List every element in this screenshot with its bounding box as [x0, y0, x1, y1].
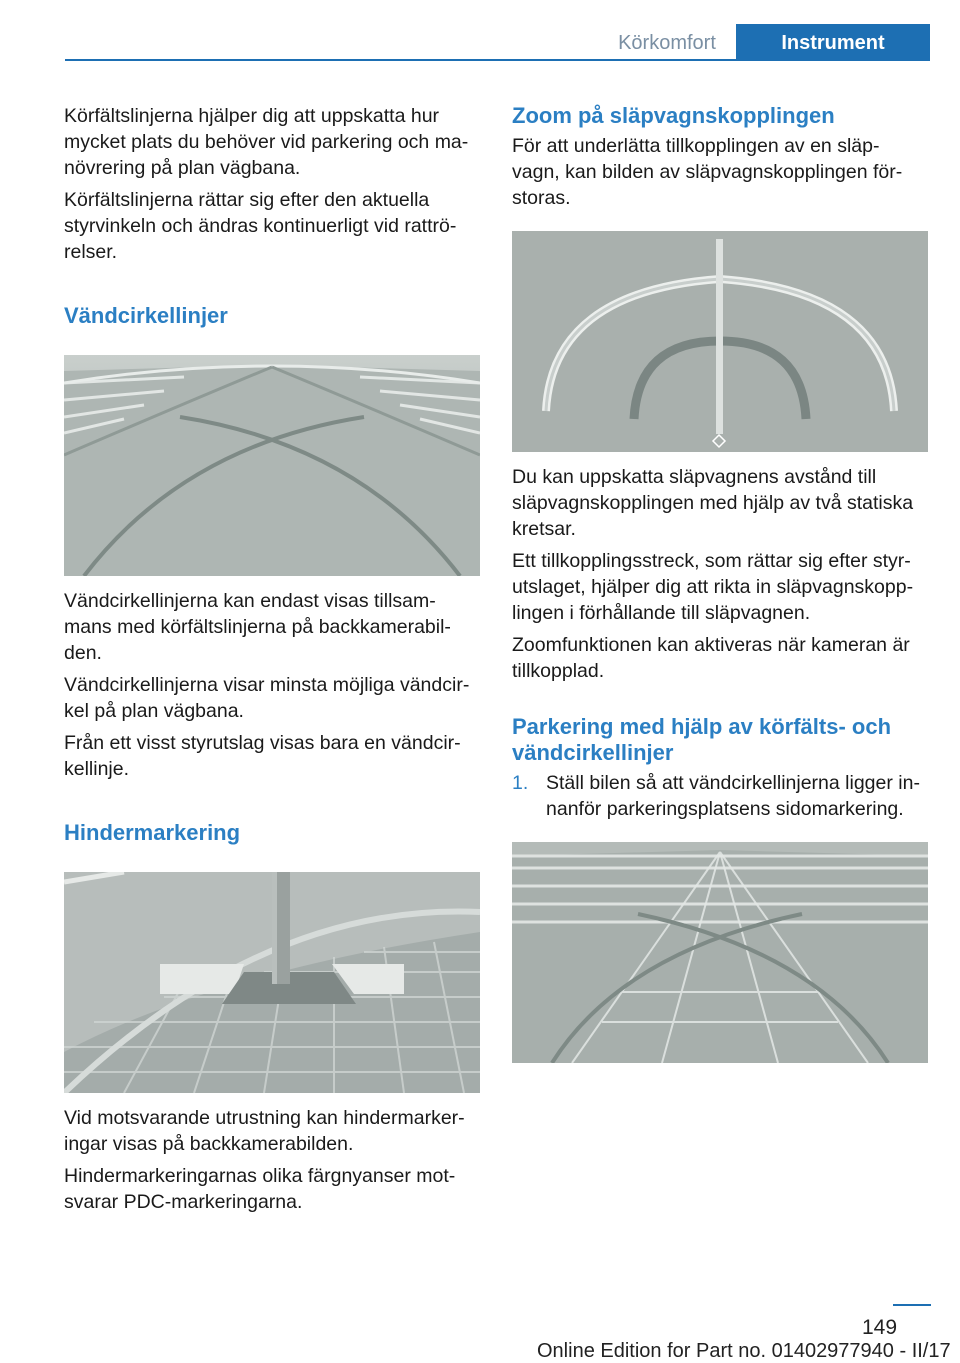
- text-line: För att underlätta tillkopplingen av en släp‐: [512, 135, 880, 157]
- left-column: [64, 103, 480, 1215]
- text-line: Zoomfunktionen kan aktiveras när kameran är: [512, 634, 910, 656]
- paragraph-zoom-4: [512, 632, 928, 684]
- paragraph-lane-lines-1: [64, 103, 480, 181]
- text-line: Från ett visst styrutslag visas bara en vändcir‐: [64, 732, 461, 754]
- heading-turning-circle-lines: Vändcirkellinjer: [64, 303, 228, 328]
- text-line: tillkopplad.: [512, 660, 605, 682]
- text-line: Vändcirkellinjerna visar minsta möjliga vändcir‐: [64, 674, 470, 696]
- text-line: Du kan uppskatta släpvagnens avstånd till: [512, 466, 877, 488]
- paragraph-zoom-3: [512, 548, 928, 626]
- text-line: Vid motsvarande utrustning kan hindermarker‐: [64, 1107, 465, 1129]
- right-column: [512, 103, 928, 1063]
- turning-circle-lines-image: [64, 355, 480, 576]
- trailer-coupling-zoom-image: [512, 231, 928, 452]
- paragraph-obstacle-2: [64, 1163, 480, 1215]
- text-line: den.: [64, 642, 102, 664]
- heading-parking-with-lines: [512, 714, 928, 766]
- paragraph-zoom-1: [512, 133, 928, 211]
- text-line: svarar PDC-markeringarna.: [64, 1191, 303, 1213]
- text-line: mans med körfältslinjerna på backkamerabil‐: [64, 616, 451, 638]
- paragraph-turning-3: [64, 730, 480, 782]
- text-line: Körfältslinjerna rättar sig efter den aktuella: [64, 189, 430, 211]
- text-line: Körfältslinjerna hjälper dig att uppskatta hur: [64, 105, 440, 127]
- heading-obstacle-marking: Hindermarkering: [64, 820, 241, 845]
- text-line: ingar visas på backkamerabilden.: [64, 1133, 354, 1155]
- footer-rule: [893, 1304, 931, 1306]
- step-number: 1.: [512, 772, 529, 794]
- heading-line: vändcirkellinjer: [512, 740, 674, 765]
- paragraph-zoom-2: [512, 464, 928, 542]
- paragraph-turning-1: [64, 588, 480, 666]
- text-line: kellinje.: [64, 758, 130, 780]
- paragraph-turning-2: [64, 672, 480, 724]
- text-line: kretsar.: [512, 518, 576, 540]
- header-rule: [65, 59, 930, 61]
- text-line: Vändcirkellinjerna kan endast visas tillsam‐: [64, 590, 436, 612]
- step-list: [512, 770, 928, 822]
- heading-trailer-coupling-zoom: Zoom på släpvagnskopplingen: [512, 103, 835, 128]
- paragraph-obstacle-1: [64, 1105, 480, 1157]
- text-line: släpvagnskopplingen med hjälp av två statiska: [512, 492, 914, 514]
- parking-lines-image: [512, 842, 928, 1063]
- text-line: növrering på plan vägbana.: [64, 157, 301, 179]
- text-line: vagn, kan bilden av släpvagnskopplingen för‐: [512, 161, 903, 183]
- text-line: utslaget, hjälper dig att rikta in släpvagnskopp‐: [512, 576, 914, 598]
- text-line: Ställ bilen så att vändcirkellinjerna ligger in‐: [546, 772, 920, 794]
- text-line: kel på plan vägbana.: [64, 700, 244, 722]
- text-line: relser.: [64, 241, 118, 263]
- paragraph-lane-lines-2: [64, 187, 480, 265]
- step-text: [546, 770, 928, 822]
- text-line: mycket plats du behöver vid parkering och ma‐: [64, 131, 469, 153]
- section-tab-korkomfort[interactable]: Körkomfort: [618, 32, 716, 54]
- text-line: Ett tillkopplingsstreck, som rättar sig efter styr‐: [512, 550, 911, 572]
- section-tab-instrument[interactable]: Instrument: [736, 24, 930, 61]
- text-line: lingen i förhållande till släpvagnen.: [512, 602, 811, 624]
- text-line: Hindermarkeringarnas olika färgnyanser mot‐: [64, 1165, 456, 1187]
- text-line: nanför parkeringsplatsens sidomarkering.: [546, 798, 904, 820]
- text-line: storas.: [512, 187, 571, 209]
- edition-footer: Online Edition for Part no. 01402977940 - II/17: [537, 1340, 951, 1362]
- obstacle-marking-image: [64, 872, 480, 1093]
- page-number: 149: [862, 1316, 898, 1339]
- text-line: styrvinkeln och ändras kontinuerligt vid rattrö‐: [64, 215, 457, 237]
- heading-line: Parkering med hjälp av körfälts- och: [512, 714, 892, 739]
